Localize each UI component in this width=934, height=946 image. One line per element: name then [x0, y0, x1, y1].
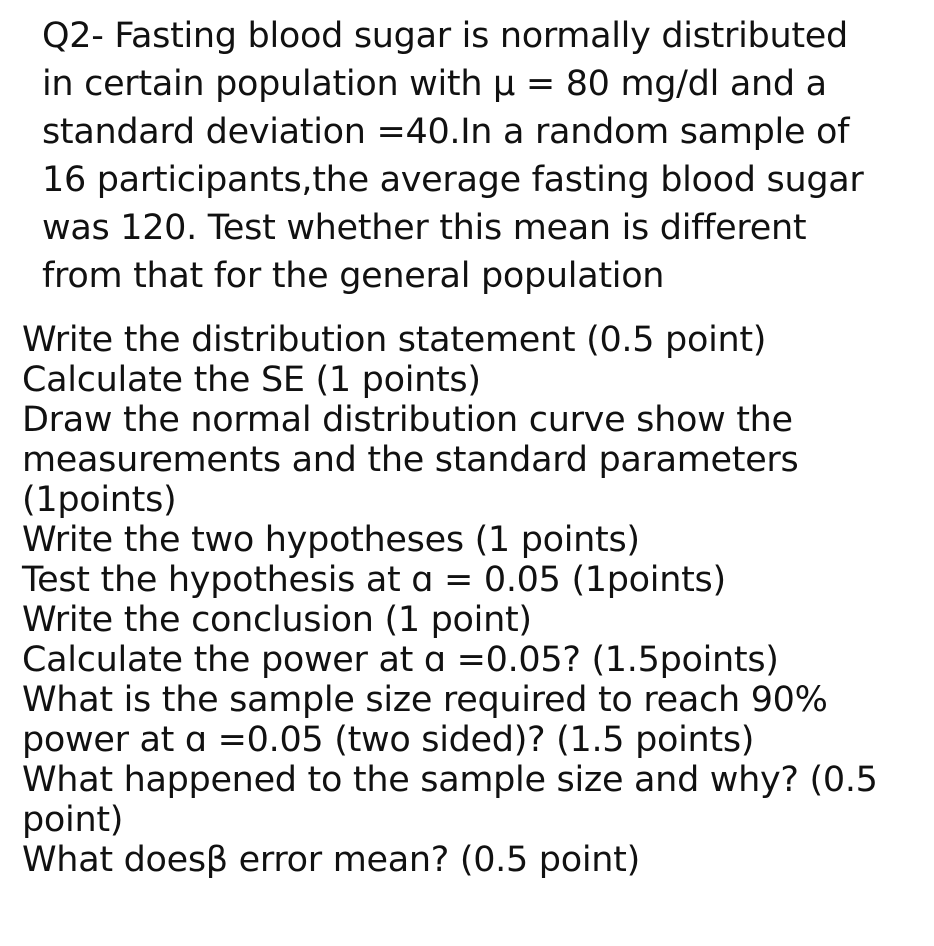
- task-list: [22, 320, 922, 880]
- task-line: Calculate the SE (1 points): [22, 360, 481, 400]
- task-line: What doesβ error mean? (0.5 point): [22, 840, 640, 880]
- question-line: standard deviation =40.In a random sample of: [42, 112, 850, 152]
- task-line: What happened to the sample size and why? (0.5: [22, 760, 878, 800]
- question-line: from that for the general population: [42, 256, 665, 296]
- question-line: 16 participants,the average fasting blood sugar: [42, 160, 864, 200]
- task-line: Calculate the power at ɑ =0.05? (1.5points): [22, 640, 779, 680]
- task-line: (1points): [22, 480, 177, 520]
- question-line: in certain population with μ = 80 mg/dl and a: [42, 64, 827, 104]
- question-line: was 120. Test whether this mean is different: [42, 208, 807, 248]
- task-line: Test the hypothesis at ɑ = 0.05 (1points): [22, 560, 726, 600]
- question-text: [42, 12, 922, 300]
- task-line: Write the distribution statement (0.5 point): [22, 320, 767, 360]
- task-line: Draw the normal distribution curve show the: [22, 400, 793, 440]
- task-line: point): [22, 800, 124, 840]
- task-line: What is the sample size required to reach 90%: [22, 680, 828, 720]
- question-line: Q2- Fasting blood sugar is normally distributed: [42, 16, 848, 56]
- task-line: power at ɑ =0.05 (two sided)? (1.5 points): [22, 720, 755, 760]
- task-line: measurements and the standard parameters: [22, 440, 799, 480]
- task-line: Write the two hypotheses (1 points): [22, 520, 640, 560]
- task-line: Write the conclusion (1 point): [22, 600, 532, 640]
